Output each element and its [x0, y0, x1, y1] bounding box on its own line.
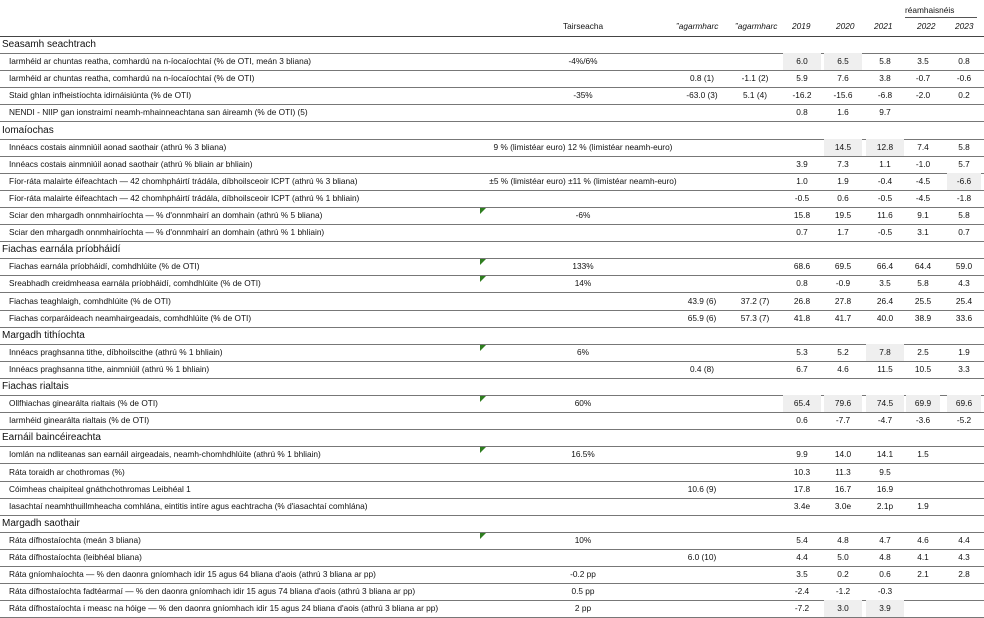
value-cell-2021: -6.8: [877, 90, 893, 101]
value-cell-2022: -4.5: [915, 175, 931, 186]
value-cell-2019: -0.5: [794, 192, 810, 203]
average1-cell: 0.4 (8): [690, 363, 714, 374]
value-cell-2023: 4.3: [958, 552, 970, 562]
average2-cell: [729, 344, 781, 361]
value-cell-2020: 69.5: [834, 261, 852, 272]
value-cell-2020: 1.9: [837, 175, 849, 186]
section-header: [0, 36, 984, 54]
threshold-cell: [480, 412, 686, 429]
value-cell-2021: -0.5: [877, 227, 893, 238]
value-cell-2019: 3.5: [796, 569, 808, 580]
threshold-cell: -0.2 pp: [570, 569, 596, 580]
table-row: [0, 207, 984, 225]
value-cell-2020: 0.2: [837, 569, 849, 580]
average1-cell: [676, 139, 728, 156]
value-cell-2021: 11.5: [877, 363, 893, 374]
threshold-cell: -4%/6%: [568, 56, 598, 67]
indicator-label: Ráta dífhostaíochta fadtéarmaí — % den daonra gníomhach idir 15 agus 74 bliana d'aois (athrú 3 bliana ar pp): [9, 586, 416, 597]
value-cell-2021: 11.6: [877, 210, 893, 220]
average2-cell: [729, 583, 781, 600]
value-cell-2019: 6.7: [796, 363, 808, 374]
average2-cell: [729, 412, 781, 429]
value-cell-2023: [947, 104, 981, 121]
average2-cell: [729, 207, 781, 224]
threshold-cell: [480, 293, 686, 310]
table-row: [0, 412, 984, 430]
average1-cell: [676, 498, 728, 515]
value-cell-2020: -0.9: [835, 278, 851, 289]
table-row: [0, 549, 984, 567]
indicator-label: Ráta dífhostaíochta (meán 3 bliana): [9, 534, 141, 545]
value-cell-2020: 11.3: [835, 466, 851, 477]
indicator-label: Sciar den mhargadh onnmhairíochta — % d'onnmhairí an domhain (athrú % 1 bhliain): [9, 227, 325, 238]
section-title: Fiachas earnála príobháidí: [2, 244, 121, 256]
value-cell-2023: -6.6: [947, 173, 981, 190]
threshold-cell: [480, 224, 686, 241]
value-cell-2022: 4.6: [917, 534, 929, 545]
value-cell-2023: [947, 464, 981, 481]
value-cell-2020: 7.6: [837, 73, 849, 84]
value-cell-2019: 4.4: [796, 552, 808, 562]
average1-cell: [676, 156, 728, 173]
value-cell-2021: -0.3: [877, 586, 893, 597]
average2-cell: 57.3 (7): [740, 312, 770, 323]
year-header-2022: 2022: [917, 21, 936, 31]
value-cell-2022: -2.0: [915, 90, 931, 101]
threshold-cell: 10%: [574, 534, 592, 545]
value-cell-2022: 3.1: [917, 227, 929, 238]
value-cell-2023: 0.7: [958, 227, 970, 238]
section-title: Iomaíochas: [2, 124, 54, 136]
value-cell-2023: 4.3: [958, 278, 970, 289]
section-header: [0, 378, 984, 396]
average2-cell: [729, 566, 781, 583]
table-row: [0, 583, 984, 601]
value-cell-2023: 25.4: [955, 295, 973, 306]
average2-cell: [729, 464, 781, 481]
threshold-cell: 16.5%: [571, 449, 595, 460]
value-cell-2020: 0.6: [837, 192, 849, 203]
threshold-cell: 0.5 pp: [571, 586, 595, 597]
indicator-label: Fiachas earnála príobháidí, comhdhlúite (% de OTI): [9, 261, 200, 272]
threshold-cell: [480, 310, 686, 327]
value-cell-2023: 1.9: [958, 346, 970, 357]
value-cell-2021: -0.5: [877, 192, 893, 203]
value-cell-2022: 69.9: [906, 395, 940, 412]
value-cell-2023: 4.4: [958, 534, 970, 545]
average2-cell: [729, 532, 781, 549]
table-row: [0, 224, 984, 242]
average1-cell: [676, 258, 728, 275]
value-cell-2022: -3.6: [915, 415, 931, 426]
value-cell-2021: 3.9: [866, 600, 904, 617]
value-cell-2022: 64.4: [914, 261, 932, 272]
value-cell-2019: 15.8: [793, 210, 811, 220]
threshold-cell: [480, 361, 686, 378]
average2-cell: [729, 481, 781, 498]
indicator-label: Iarmhéid ar chuntas reatha, comhardú na n-íocaíochtaí (% de OTI): [9, 73, 255, 84]
table-row: [0, 258, 984, 276]
threshold-cell: 14%: [574, 278, 592, 289]
value-cell-2021: 4.7: [879, 534, 891, 545]
indicator-label: Iomlán na ndliteanas san earnáil airgeadais, neamh-chomhdhlúite (athrú % 1 bhliain): [9, 449, 321, 460]
value-cell-2021: 4.8: [879, 552, 891, 562]
value-cell-2022: [906, 583, 940, 600]
table-row: [0, 344, 984, 362]
section-header: [0, 327, 984, 345]
value-cell-2020: 6.5: [824, 53, 862, 70]
value-cell-2019: 10.3: [793, 466, 811, 477]
value-cell-2021: 16.9: [876, 483, 894, 494]
value-cell-2020: 14.0: [834, 449, 852, 460]
value-cell-2019: 26.8: [793, 295, 811, 306]
section-title: Fiachas rialtais: [2, 381, 69, 392]
value-cell-2019: 5.9: [796, 73, 808, 84]
forecast-group-label: réamhaisnéis: [905, 5, 955, 15]
indicator-label: Ráta dífhostaíochta (leibhéal bliana): [9, 552, 142, 562]
value-cell-2021: 26.4: [876, 295, 894, 306]
value-cell-2023: 5.8: [958, 210, 970, 220]
table-row: [0, 173, 984, 191]
section-title: Earnáil baincéireachta: [2, 432, 101, 444]
year-header-2020: 2020: [836, 21, 855, 31]
average2-cell: [729, 224, 781, 241]
forecast-underline: [905, 17, 977, 18]
value-cell-2020: 1.7: [837, 227, 849, 238]
value-cell-2020: -7.7: [835, 415, 851, 426]
value-cell-2023: 5.7: [958, 158, 970, 169]
value-cell-2021: 9.7: [879, 107, 891, 118]
threshold-cell: [480, 190, 686, 207]
table-row: [0, 275, 984, 293]
table-row: [0, 566, 984, 584]
value-cell-2023: [947, 481, 981, 498]
value-cell-2021: 3.5: [879, 278, 891, 289]
indicator-label: Sciar den mhargadh onnmhairíochta — % d'onnmhairí an domhain (athrú % 5 bliana): [9, 210, 323, 220]
value-cell-2019: 5.4: [796, 534, 808, 545]
average1-cell: 65.9 (6): [687, 312, 717, 323]
value-cell-2022: 38.9: [914, 312, 932, 323]
value-cell-2022: 2.5: [917, 346, 929, 357]
value-cell-2021: 9.5: [879, 466, 891, 477]
indicator-label: Fíor-ráta malairte éifeachtach — 42 chomhpháirtí trádála, díbhoilsceoir ICPT (athrú % 3 bliana): [9, 175, 358, 186]
average1-cell: -63.0 (3): [686, 90, 718, 101]
value-cell-2023: [947, 498, 981, 515]
value-cell-2021: 0.6: [879, 569, 891, 580]
value-cell-2023: [947, 446, 981, 463]
indicator-label: Ráta gníomhaíochta — % den daonra gníomhach idir 15 agus 64 bliana d'aois (athrú 3 bliana ar pp): [9, 569, 376, 580]
average1-cell: 6.0 (10): [687, 552, 717, 562]
average2-cell: [729, 498, 781, 515]
value-cell-2022: [906, 481, 940, 498]
value-cell-2022: -4.5: [915, 192, 931, 203]
value-cell-2020: 4.6: [837, 363, 849, 374]
average1-cell: [676, 344, 728, 361]
value-cell-2020: 3.0e: [834, 500, 852, 511]
year-header-2021: 2021: [874, 21, 893, 31]
average1-cell: [676, 566, 728, 583]
indicator-label: Staid ghlan infheistíochta idirnáisiúnta (% de OTI): [9, 90, 192, 101]
table-row: [0, 156, 984, 174]
average2-cell: [729, 275, 781, 292]
value-cell-2019: 6.0: [783, 53, 821, 70]
value-cell-2020: 19.5: [834, 210, 852, 220]
value-cell-2020: 4.8: [837, 534, 849, 545]
average1-cell: [676, 53, 728, 70]
threshold-cell: 60%: [574, 398, 592, 409]
threshold-cell: ±5 % (limistéar euro) ±11 % (limistéar neamh-euro): [489, 175, 677, 186]
value-cell-2023: 3.3: [958, 363, 970, 374]
average1-cell: 0.8 (1): [690, 73, 714, 84]
value-cell-2020: 41.7: [834, 312, 852, 323]
threshold-cell: -35%: [573, 90, 593, 101]
average2-cell: [729, 549, 781, 566]
value-cell-2022: [906, 464, 940, 481]
section-title: Seasamh seachtrach: [2, 39, 96, 50]
value-cell-2020: 79.6: [824, 395, 862, 412]
threshold-cell: 133%: [572, 261, 594, 272]
average1-cell: [676, 275, 728, 292]
value-cell-2019: 0.6: [796, 415, 808, 426]
average1-cell: [676, 446, 728, 463]
value-cell-2019: 0.8: [796, 107, 808, 118]
section-header: [0, 429, 984, 447]
average2-cell: [729, 156, 781, 173]
value-cell-2021: 74.5: [866, 395, 904, 412]
value-cell-2022: 7.4: [917, 141, 929, 152]
value-cell-2023: -1.8: [956, 192, 972, 203]
table-row: [0, 293, 984, 311]
value-cell-2021: 5.8: [879, 56, 891, 67]
table-row: [0, 464, 984, 482]
table-row: [0, 310, 984, 328]
table-row: [0, 395, 984, 413]
indicator-label: Ráta toraidh ar chothromas (%): [9, 466, 125, 477]
value-cell-2023: -0.6: [956, 73, 972, 84]
value-cell-2020: 5.2: [837, 346, 849, 357]
section-header: [0, 122, 984, 140]
value-cell-2020: 27.8: [834, 295, 852, 306]
value-cell-2023: 33.6: [955, 312, 973, 323]
section-header: [0, 515, 984, 533]
indicator-label: Cóimheas chaipiteal gnáthchothromas Leibhéal 1: [9, 483, 191, 494]
threshold-cell: -6%: [575, 210, 591, 220]
table-header: [0, 0, 984, 37]
value-cell-2021: 7.8: [866, 344, 904, 361]
average1-cell: [676, 395, 728, 412]
table-row: [0, 498, 984, 516]
value-cell-2022: 5.8: [917, 278, 929, 289]
value-cell-2023: [947, 583, 981, 600]
table-row: [0, 481, 984, 499]
average1-cell: [676, 224, 728, 241]
threshold-cell: [480, 104, 686, 121]
value-cell-2021: 2.1p: [876, 500, 894, 511]
average2-cell: [729, 361, 781, 378]
value-cell-2019: 68.6: [793, 261, 811, 272]
value-cell-2022: 4.1: [917, 552, 929, 562]
indicator-label: Fiachas corparáideach neamhairgeadais, comhdhlúite (% de OTI): [9, 312, 252, 323]
indicator-label: Fíor-ráta malairte éifeachtach — 42 chomhpháirtí trádála, díbhoilsceoir ICPT (athrú % 1 bhliain): [9, 192, 360, 203]
value-cell-2023: 2.8: [958, 569, 970, 580]
average2-cell: [729, 395, 781, 412]
average1-cell: [676, 173, 728, 190]
average1-header: ‟agarmharc: [676, 21, 719, 31]
value-cell-2023: 0.2: [958, 90, 970, 101]
value-cell-2019: 41.8: [793, 312, 811, 323]
average2-cell: [729, 258, 781, 275]
value-cell-2022: [906, 104, 940, 121]
value-cell-2022: 9.1: [917, 210, 929, 220]
section-header: [0, 241, 984, 259]
value-cell-2019: [783, 139, 821, 156]
average2-cell: [729, 53, 781, 70]
threshold-cell: [480, 464, 686, 481]
average2-cell: [729, 173, 781, 190]
threshold-cell: [480, 498, 686, 515]
value-cell-2022: 1.5: [917, 449, 929, 460]
indicator-label: Innéacs costais ainmniúil aonad saothair (athrú % bliain ar bhliain): [9, 158, 253, 169]
value-cell-2020: 16.7: [834, 483, 852, 494]
average2-cell: [729, 139, 781, 156]
indicator-label: Ráta dífhostaíochta i measc na hóige — % den daonra gníomhach idir 15 agus 24 bliana d'aois (athrú 3 bliana ar pp): [9, 603, 439, 614]
indicator-label: Innéacs costais ainmniúil aonad saothair (athrú % 3 bliana): [9, 141, 227, 152]
value-cell-2019: 3.9: [796, 158, 808, 169]
value-cell-2019: 0.8: [796, 278, 808, 289]
table-row: [0, 70, 984, 88]
value-cell-2020: 1.6: [837, 107, 849, 118]
value-cell-2021: 1.1: [879, 158, 891, 169]
indicator-label: Innéacs praghsanna tithe, díbhoilscithe (athrú % 1 bhliain): [9, 346, 223, 357]
average2-cell: [729, 446, 781, 463]
average2-cell: [729, 104, 781, 121]
table-row: [0, 190, 984, 208]
value-cell-2019: 17.8: [793, 483, 811, 494]
threshold-cell: [480, 481, 686, 498]
value-cell-2021: 40.0: [876, 312, 894, 323]
indicator-label: Fiachas teaghlaigh, comhdhlúite (% de OTI): [9, 295, 171, 306]
average1-cell: [676, 190, 728, 207]
value-cell-2022: 3.5: [917, 56, 929, 67]
average2-cell: -1.1 (2): [741, 73, 769, 84]
average2-cell: [729, 190, 781, 207]
value-cell-2023: 5.8: [958, 141, 970, 152]
average1-cell: 10.6 (9): [687, 483, 717, 494]
threshold-cell: [480, 549, 686, 566]
average1-cell: [676, 412, 728, 429]
value-cell-2022: 2.1: [917, 569, 929, 580]
threshold-cell: [480, 70, 686, 87]
indicator-label: Ollfhiachas ginearálta rialtais (% de OTI): [9, 398, 158, 409]
average1-cell: [676, 583, 728, 600]
value-cell-2021: -4.7: [877, 415, 893, 426]
table-row: [0, 87, 984, 105]
year-header-2019: 2019: [792, 21, 811, 31]
average1-cell: [676, 207, 728, 224]
threshold-cell: 9 % (limistéar euro) 12 % (limistéar neamh-euro): [493, 141, 673, 152]
value-cell-2020: 7.3: [837, 158, 849, 169]
table-row: [0, 361, 984, 379]
threshold-cell: 2 pp: [574, 603, 592, 614]
value-cell-2020: -1.2: [835, 586, 851, 597]
value-cell-2023: 0.8: [958, 56, 970, 67]
threshold-cell: 6%: [577, 346, 589, 357]
indicator-label: Iasachtaí neamhthuillmheacha comhlána, eintitis intíre agus eachtracha (% d'iasachtaí comhlána): [9, 500, 368, 511]
value-cell-2019: 9.9: [796, 449, 808, 460]
section-title: Margadh saothair: [2, 517, 80, 529]
table-row: [0, 532, 984, 550]
value-cell-2022: -0.7: [915, 73, 931, 84]
indicator-label: Innéacs praghsanna tithe, ainmniúil (athrú % 1 bhliain): [9, 363, 210, 374]
threshold-header: Tairseacha: [563, 21, 604, 31]
value-cell-2019: 5.3: [796, 346, 808, 357]
value-cell-2019: 3.4e: [793, 500, 811, 511]
value-cell-2021: 14.1: [876, 449, 894, 460]
value-cell-2019: 0.7: [796, 227, 808, 238]
year-header-2023: 2023: [955, 21, 974, 31]
value-cell-2022: 10.5: [914, 363, 932, 374]
value-cell-2019: 65.4: [783, 395, 821, 412]
value-cell-2019: 1.0: [796, 175, 808, 186]
value-cell-2021: 66.4: [876, 261, 894, 272]
value-cell-2019: -2.4: [794, 586, 810, 597]
indicator-label: NENDI - NIIP gan ionstraimí neamh-mhainneachtana san áireamh (% de OTI) (5): [9, 107, 308, 118]
section-title: Margadh tithíochta: [2, 329, 85, 341]
indicator-label: Iarmhéid ar chuntas reatha, comhardú na n-íocaíochtaí (% de OTI, meán 3 bliana): [9, 56, 312, 67]
value-cell-2020: -15.6: [833, 90, 853, 101]
value-cell-2022: 1.9: [917, 500, 929, 511]
value-cell-2023: -5.2: [956, 415, 972, 426]
value-cell-2021: -0.4: [877, 175, 893, 186]
threshold-cell: [480, 156, 686, 173]
value-cell-2021: 3.8: [879, 73, 891, 84]
value-cell-2022: 25.5: [914, 295, 932, 306]
value-cell-2019: -7.2: [794, 603, 810, 614]
indicator-label: Sreabhadh creidmheasa earnála príobháidí, comhdhlúite (% de OTI): [9, 278, 261, 289]
average1-cell: [676, 104, 728, 121]
average2-cell: 5.1 (4): [743, 90, 767, 101]
average1-cell: 43.9 (6): [687, 295, 717, 306]
table-row: [0, 600, 984, 618]
table-row: [0, 446, 984, 464]
indicator-label: Iarmhéid ginearálta rialtais (% de OTI): [9, 415, 150, 426]
table-row: [0, 139, 984, 157]
average2-cell: 37.2 (7): [740, 295, 770, 306]
average1-cell: [676, 464, 728, 481]
average2-header: ‟agarmharc: [735, 21, 778, 31]
value-cell-2020: 3.0: [824, 600, 862, 617]
table-row: [0, 53, 984, 71]
value-cell-2020: 5.0: [837, 552, 849, 562]
value-cell-2023: 69.6: [947, 395, 981, 412]
table-row: [0, 104, 984, 122]
value-cell-2020: 14.5: [824, 139, 862, 156]
value-cell-2019: -16.2: [792, 90, 812, 101]
value-cell-2022: -1.0: [915, 158, 931, 169]
value-cell-2021: 12.8: [866, 139, 904, 156]
average1-cell: [676, 532, 728, 549]
value-cell-2023: 59.0: [955, 261, 973, 272]
